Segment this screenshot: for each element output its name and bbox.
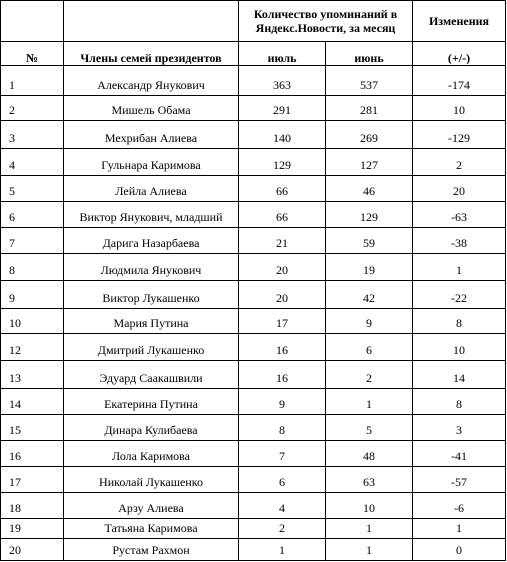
row-number-cell: 12 xyxy=(1,334,64,361)
july-value-cell: 129 xyxy=(239,149,326,176)
july-value-cell: 363 xyxy=(239,65,326,95)
july-value-cell: 291 xyxy=(239,95,326,121)
change-value-cell: -41 xyxy=(413,441,506,467)
member-name-cell: Дарига Назарбаева xyxy=(64,228,239,254)
change-value-cell: 10 xyxy=(413,334,506,361)
row-number-cell: 6 xyxy=(1,201,64,228)
member-name-cell: Мехрибан Алиева xyxy=(64,121,239,149)
member-name-cell: Мишель Обама xyxy=(64,95,239,121)
member-name-cell: Виктор Янукович, младший xyxy=(64,201,239,228)
change-value-cell: -129 xyxy=(413,121,506,149)
table-row xyxy=(1,121,506,149)
header-members-cell-top xyxy=(64,1,239,42)
member-name-cell: Людмила Янукович xyxy=(64,254,239,281)
june-value-cell: 281 xyxy=(326,95,413,121)
member-name-cell: Мария Путина xyxy=(64,308,239,334)
table-row xyxy=(1,518,506,539)
change-value-cell: 0 xyxy=(413,539,506,561)
june-value-cell: 63 xyxy=(326,467,413,493)
header-july: июль xyxy=(239,42,326,66)
member-name-cell: Татьяна Каримова xyxy=(64,518,239,539)
mentions-table-body xyxy=(1,1,506,561)
header-members: Члены семей президентов xyxy=(64,42,239,66)
july-value-cell: 20 xyxy=(239,254,326,281)
june-value-cell: 59 xyxy=(326,228,413,254)
june-value-cell: 19 xyxy=(326,254,413,281)
july-value-cell: 16 xyxy=(239,334,326,361)
change-value-cell: 2 xyxy=(413,149,506,176)
table-row xyxy=(1,492,506,518)
row-number-cell: 14 xyxy=(1,388,64,414)
table-row xyxy=(1,467,506,493)
header-num-cell-top xyxy=(1,1,64,42)
table-row xyxy=(1,201,506,228)
july-value-cell: 4 xyxy=(239,492,326,518)
july-value-cell: 140 xyxy=(239,121,326,149)
june-value-cell: 1 xyxy=(326,388,413,414)
member-name-cell: Николай Лукашенко xyxy=(64,467,239,493)
row-number-cell: 18 xyxy=(1,492,64,518)
change-value-cell: -6 xyxy=(413,492,506,518)
row-number-cell: 10 xyxy=(1,308,64,334)
member-name-cell: Гульнара Каримова xyxy=(64,149,239,176)
change-value-cell: 20 xyxy=(413,175,506,201)
member-name-cell: Рустам Рахмон xyxy=(64,539,239,561)
row-number-cell: 1 xyxy=(1,65,64,95)
june-value-cell: 2 xyxy=(326,361,413,389)
header-mentions: Количество упоминаний в Яндекс.Новости, за месяц xyxy=(239,1,413,42)
table-row xyxy=(1,65,506,95)
table-row xyxy=(1,361,506,389)
change-value-cell: -38 xyxy=(413,228,506,254)
july-value-cell: 2 xyxy=(239,518,326,539)
july-value-cell: 8 xyxy=(239,414,326,441)
member-name-cell: Лейла Алиева xyxy=(64,175,239,201)
row-number-cell: 9 xyxy=(1,280,64,308)
member-name-cell: Динара Кулибаева xyxy=(64,414,239,441)
header-changes: Изменения xyxy=(413,1,506,42)
member-name-cell: Александр Янукович xyxy=(64,65,239,95)
row-number-cell: 7 xyxy=(1,228,64,254)
row-number-cell: 3 xyxy=(1,121,64,149)
header-changes-unit: (+/-) xyxy=(413,42,506,66)
change-value-cell: 10 xyxy=(413,95,506,121)
change-value-cell: 3 xyxy=(413,414,506,441)
member-name-cell: Екатерина Путина xyxy=(64,388,239,414)
member-name-cell: Эдуард Саакашвили xyxy=(64,361,239,389)
header-june: июнь xyxy=(326,42,413,66)
row-number-cell: 15 xyxy=(1,414,64,441)
june-value-cell: 6 xyxy=(326,334,413,361)
june-value-cell: 42 xyxy=(326,280,413,308)
row-number-cell: 16 xyxy=(1,441,64,467)
row-number-cell: 17 xyxy=(1,467,64,493)
june-value-cell: 48 xyxy=(326,441,413,467)
change-value-cell: 1 xyxy=(413,518,506,539)
july-value-cell: 16 xyxy=(239,361,326,389)
header-row-bottom xyxy=(1,42,506,66)
row-number-cell: 5 xyxy=(1,175,64,201)
change-value-cell: -63 xyxy=(413,201,506,228)
table-row xyxy=(1,308,506,334)
june-value-cell: 127 xyxy=(326,149,413,176)
header-row-top xyxy=(1,1,506,42)
change-value-cell: 8 xyxy=(413,308,506,334)
member-name-cell: Лола Каримова xyxy=(64,441,239,467)
row-number-cell: 13 xyxy=(1,361,64,389)
member-name-cell: Арзу Алиева xyxy=(64,492,239,518)
table-row xyxy=(1,95,506,121)
member-name-cell: Дмитрий Лукашенко xyxy=(64,334,239,361)
table-row xyxy=(1,539,506,561)
table-row xyxy=(1,441,506,467)
table-row xyxy=(1,280,506,308)
row-number-cell: 4 xyxy=(1,149,64,176)
july-value-cell: 9 xyxy=(239,388,326,414)
table-row xyxy=(1,388,506,414)
july-value-cell: 20 xyxy=(239,280,326,308)
table-row xyxy=(1,228,506,254)
june-value-cell: 537 xyxy=(326,65,413,95)
june-value-cell: 269 xyxy=(326,121,413,149)
header-num: № xyxy=(1,42,64,66)
july-value-cell: 6 xyxy=(239,467,326,493)
change-value-cell: 14 xyxy=(413,361,506,389)
row-number-cell: 8 xyxy=(1,254,64,281)
row-number-cell: 19 xyxy=(1,518,64,539)
july-value-cell: 7 xyxy=(239,441,326,467)
table-row xyxy=(1,175,506,201)
june-value-cell: 5 xyxy=(326,414,413,441)
table-row xyxy=(1,414,506,441)
june-value-cell: 1 xyxy=(326,518,413,539)
july-value-cell: 17 xyxy=(239,308,326,334)
change-value-cell: 8 xyxy=(413,388,506,414)
member-name-cell: Виктор Лукашенко xyxy=(64,280,239,308)
table-row xyxy=(1,334,506,361)
july-value-cell: 66 xyxy=(239,175,326,201)
change-value-cell: -22 xyxy=(413,280,506,308)
june-value-cell: 9 xyxy=(326,308,413,334)
change-value-cell: -57 xyxy=(413,467,506,493)
june-value-cell: 1 xyxy=(326,539,413,561)
july-value-cell: 66 xyxy=(239,201,326,228)
row-number-cell: 20 xyxy=(1,539,64,561)
change-value-cell: 1 xyxy=(413,254,506,281)
row-number-cell: 2 xyxy=(1,95,64,121)
june-value-cell: 129 xyxy=(326,201,413,228)
change-value-cell: -174 xyxy=(413,65,506,95)
table-row xyxy=(1,149,506,176)
table-row xyxy=(1,254,506,281)
july-value-cell: 1 xyxy=(239,539,326,561)
june-value-cell: 10 xyxy=(326,492,413,518)
june-value-cell: 46 xyxy=(326,175,413,201)
july-value-cell: 21 xyxy=(239,228,326,254)
